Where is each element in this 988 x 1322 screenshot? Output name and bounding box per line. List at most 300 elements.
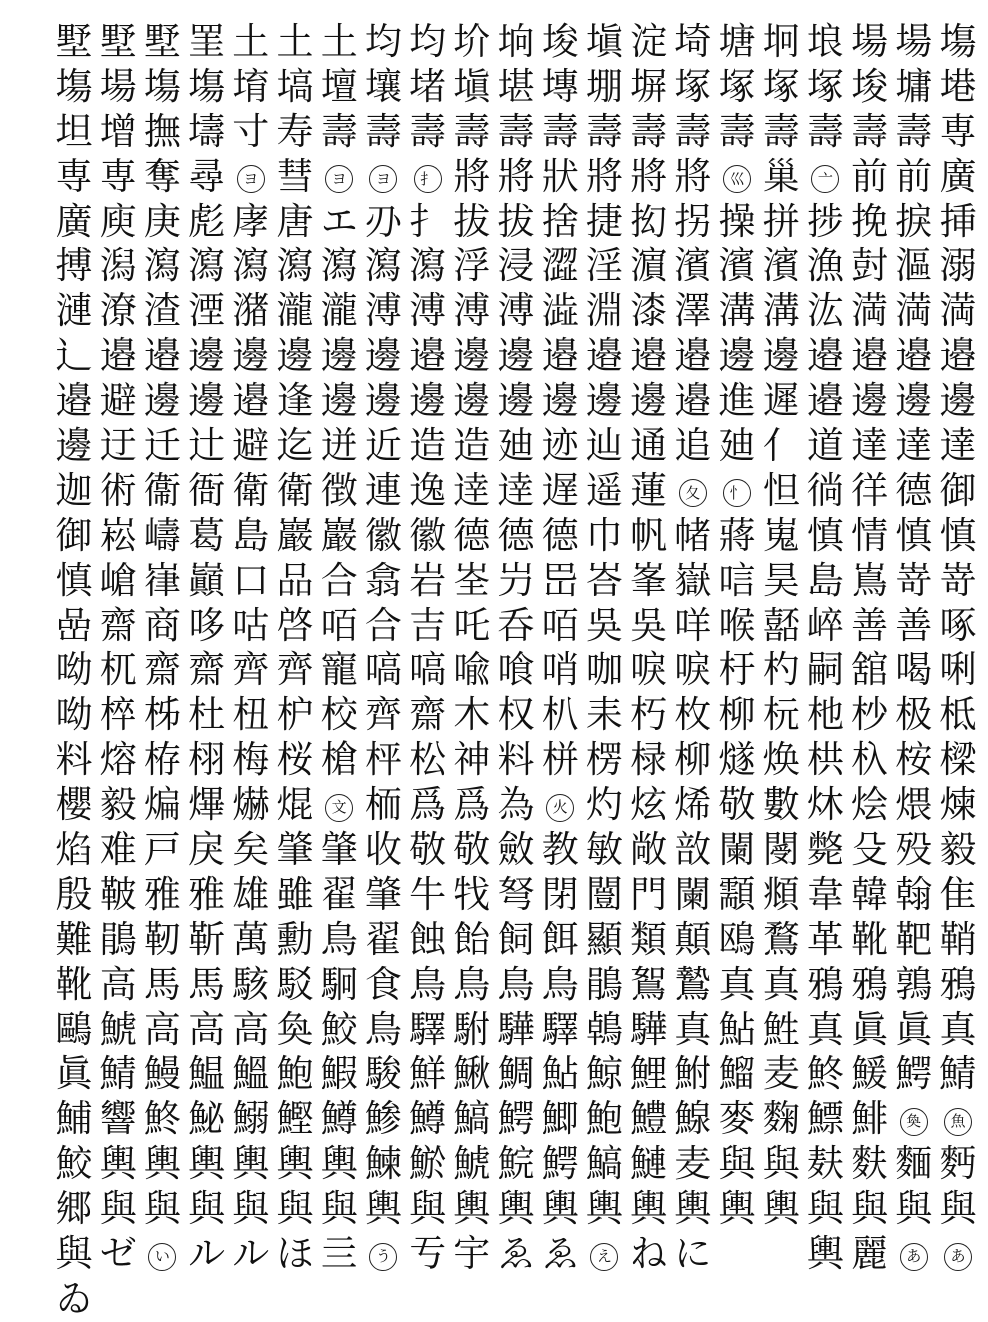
kanji-glyph: 邊: [364, 334, 402, 378]
character-cell: [52, 559, 96, 604]
kanji-glyph: 濱: [674, 244, 712, 288]
kanji-glyph: 徽: [409, 513, 447, 557]
kanji-glyph: 肇: [320, 828, 358, 872]
character-cell: [627, 110, 671, 155]
character-cell: [140, 334, 184, 379]
kanji-glyph: 輿: [674, 1187, 712, 1231]
kanji-glyph: 達: [939, 424, 977, 468]
character-cell: [892, 200, 936, 245]
character-cell: [671, 424, 715, 469]
character-cell: [803, 65, 847, 110]
kanji-glyph: 煸: [143, 783, 181, 827]
character-cell: [229, 738, 273, 783]
character-cell: [450, 693, 494, 738]
kanji-glyph: 亖: [320, 1232, 358, 1276]
character-cell: [494, 828, 538, 873]
kanji-glyph: 嶽: [674, 558, 712, 602]
character-cell: [361, 244, 405, 289]
kanji-glyph: 將: [674, 154, 712, 198]
kanji-glyph: 澁: [541, 289, 579, 333]
character-column: [671, 20, 715, 1277]
character-cell: [273, 200, 317, 245]
kanji-glyph: 熔: [99, 738, 137, 782]
kanji-glyph: 鰐: [497, 1097, 535, 1141]
kanji-glyph: 満: [939, 289, 977, 333]
kanji-glyph: 墅: [143, 20, 181, 63]
character-cell: [936, 289, 980, 334]
kanji-glyph: 類: [630, 917, 668, 961]
kanji-glyph: 矣: [232, 828, 270, 872]
character-cell: [538, 963, 582, 1008]
character-cell: [848, 918, 892, 963]
kanji-glyph: 烩: [851, 783, 889, 827]
character-cell: [759, 1008, 803, 1053]
kanji-glyph: 潴: [232, 289, 270, 333]
kanji-glyph: 尌: [851, 244, 889, 288]
kanji-glyph: 麸: [806, 1142, 844, 1186]
character-cell: [759, 289, 803, 334]
character-cell: [450, 738, 494, 783]
character-cell: [759, 828, 803, 873]
character-cell: [317, 648, 361, 693]
character-cell: [803, 1187, 847, 1232]
kanji-glyph: 真: [762, 962, 800, 1006]
kanji-glyph: 鶉: [895, 962, 933, 1006]
kanji-glyph: 吳: [585, 603, 623, 647]
character-cell: [406, 1008, 450, 1053]
kanji-glyph: 弩: [497, 872, 535, 916]
kanji-glyph: 真: [939, 1007, 977, 1051]
kanji-glyph: 輿: [762, 1187, 800, 1231]
kanji-glyph: 邊: [320, 379, 358, 423]
kanji-glyph: ゼ: [99, 1232, 137, 1276]
kanji-glyph: 吒: [453, 603, 491, 647]
kanji-glyph: 慎: [55, 558, 93, 602]
kanji-glyph: 輿: [630, 1187, 668, 1231]
kanji-glyph: 熚: [188, 783, 226, 827]
kanji-glyph: 杌: [99, 648, 137, 692]
kanji-glyph: 堵: [409, 64, 447, 108]
kanji-glyph: 鮎: [541, 1052, 579, 1096]
radical-index-marker: 文: [325, 794, 353, 822]
kanji-glyph: 輿: [718, 1187, 756, 1231]
character-cell: [361, 963, 405, 1008]
kanji-glyph: 燧: [718, 738, 756, 782]
kanji-glyph: 嚭: [762, 603, 800, 647]
character-cell: [803, 693, 847, 738]
kanji-glyph: 嵜: [895, 558, 933, 602]
character-cell: [494, 155, 538, 200]
kanji-glyph: 齊: [232, 648, 270, 692]
character-cell: [936, 424, 980, 469]
character-cell: [671, 1142, 715, 1187]
character-cell: [185, 469, 229, 514]
character-column: [96, 20, 140, 1277]
character-cell: [361, 379, 405, 424]
kanji-glyph: 慎: [895, 513, 933, 557]
kanji-glyph: 爀: [232, 783, 270, 827]
kanji-glyph: 邊: [541, 379, 579, 423]
character-cell: [140, 379, 184, 424]
kanji-glyph: 淫: [585, 244, 623, 288]
character-cell: [273, 65, 317, 110]
kanji-glyph: 圿: [453, 20, 491, 63]
radical-index-marker: 扌: [414, 165, 442, 193]
character-cell: [406, 1097, 450, 1142]
radical-index-marker: え: [590, 1243, 618, 1271]
character-cell: [848, 738, 892, 783]
kanji-glyph: 怛: [762, 468, 800, 512]
kanji-glyph: 驊: [630, 1007, 668, 1051]
kanji-glyph: 杜: [188, 693, 226, 737]
character-column: [406, 20, 450, 1277]
character-column: [715, 20, 759, 1232]
character-cell: [848, 559, 892, 604]
character-cell: [229, 1008, 273, 1053]
kanji-glyph: 高: [188, 1007, 226, 1051]
character-cell: [361, 1008, 405, 1053]
kanji-glyph: 與: [55, 1232, 93, 1276]
character-cell: [185, 559, 229, 604]
kanji-glyph: 靳: [188, 917, 226, 961]
kanji-glyph: 真: [674, 1007, 712, 1051]
kanji-glyph: 壽: [409, 109, 447, 153]
kanji-glyph: 巢: [762, 154, 800, 198]
character-cell: [406, 200, 450, 245]
kanji-glyph: 肇: [364, 872, 402, 916]
character-cell: [273, 514, 317, 559]
kanji-glyph: 真: [806, 1007, 844, 1051]
radical-index-marker: 巛: [723, 165, 751, 193]
character-cell: [52, 828, 96, 873]
kanji-glyph: 埌: [806, 20, 844, 63]
radical-index-marker: あ: [944, 1243, 972, 1271]
kanji-glyph: 鰾: [806, 1097, 844, 1141]
character-cell: [317, 1232, 361, 1277]
kanji-glyph: 輿: [276, 1142, 314, 1186]
kanji-glyph: 呦: [55, 693, 93, 737]
kanji-glyph: 鳥: [364, 1007, 402, 1051]
character-cell: [715, 1097, 759, 1142]
kanji-glyph: 殷: [55, 872, 93, 916]
character-cell: [582, 648, 626, 693]
character-cell: [671, 469, 715, 514]
character-cell: [229, 693, 273, 738]
character-cell: [52, 379, 96, 424]
character-cell: [671, 244, 715, 289]
kanji-glyph: 鯱: [453, 1142, 491, 1186]
kanji-glyph: 鴎: [718, 917, 756, 961]
character-cell: [848, 244, 892, 289]
character-cell: [317, 20, 361, 65]
character-cell: [317, 110, 361, 155]
kanji-glyph: 咕: [232, 603, 270, 647]
kanji-glyph: 邊: [232, 334, 270, 378]
kanji-glyph: 邊: [143, 379, 181, 423]
character-cell: [361, 155, 405, 200]
character-cell: [52, 1187, 96, 1232]
character-cell: [892, 469, 936, 514]
kanji-glyph: 鵑: [585, 962, 623, 1006]
kanji-glyph: 鵑: [99, 917, 137, 961]
character-cell: [140, 604, 184, 649]
character-cell: [273, 1052, 317, 1097]
character-cell: [892, 424, 936, 469]
kanji-glyph: 嵢: [99, 558, 137, 602]
character-cell: [892, 379, 936, 424]
kanji-glyph: 鰐: [895, 1052, 933, 1096]
character-cell: [936, 873, 980, 918]
kanji-glyph: ね: [630, 1232, 668, 1276]
kanji-glyph: 靭: [143, 917, 181, 961]
kanji-glyph: 塲: [188, 64, 226, 108]
character-cell: [936, 828, 980, 873]
character-cell: [140, 1232, 184, 1277]
character-cell: [582, 873, 626, 918]
character-cell: [848, 379, 892, 424]
kanji-glyph: 邊: [630, 379, 668, 423]
character-cell: [450, 1052, 494, 1097]
kanji-glyph: に: [674, 1232, 712, 1276]
kanji-glyph: 峑: [453, 558, 491, 602]
kanji-glyph: 教: [541, 828, 579, 872]
character-cell: [140, 873, 184, 918]
character-cell: [627, 289, 671, 334]
character-cell: [715, 1187, 759, 1232]
kanji-glyph: 頫: [762, 872, 800, 916]
kanji-glyph: 吉: [409, 603, 447, 647]
character-cell: [582, 244, 626, 289]
kanji-glyph: 駙: [453, 1007, 491, 1051]
character-cell: [892, 648, 936, 693]
kanji-glyph: 淀: [630, 20, 668, 63]
kanji-glyph: 嵂: [143, 558, 181, 602]
kanji-glyph: 壽: [851, 109, 889, 153]
kanji-glyph: 瀉: [276, 244, 314, 288]
character-cell: [494, 1097, 538, 1142]
character-cell: [96, 1142, 140, 1187]
character-cell: [317, 469, 361, 514]
kanji-glyph: 御: [55, 513, 93, 557]
character-cell: [52, 1232, 96, 1277]
kanji-glyph: 近: [364, 424, 402, 468]
character-cell: [892, 873, 936, 918]
kanji-glyph: 翰: [895, 872, 933, 916]
character-cell: [361, 200, 405, 245]
kanji-glyph: 御: [939, 468, 977, 512]
character-cell: [229, 424, 273, 469]
character-cell: [936, 469, 980, 514]
character-cell: [229, 559, 273, 604]
character-cell: [538, 200, 582, 245]
character-cell: [936, 1232, 980, 1277]
character-cell: [582, 1232, 626, 1277]
character-cell: [450, 1232, 494, 1277]
kanji-glyph: 呑: [497, 603, 535, 647]
kanji-glyph: 鰻: [143, 1052, 181, 1096]
character-cell: [671, 289, 715, 334]
character-cell: [715, 873, 759, 918]
kanji-glyph: 邊: [188, 379, 226, 423]
character-cell: [229, 334, 273, 379]
kanji-glyph: 蔣: [718, 513, 756, 557]
character-cell: [96, 1232, 140, 1277]
character-cell: [715, 424, 759, 469]
character-cell: [406, 873, 450, 918]
kanji-glyph: 合: [364, 603, 402, 647]
kanji-glyph: 鰀: [851, 1052, 889, 1096]
character-cell: [494, 1008, 538, 1053]
character-cell: [627, 1142, 671, 1187]
character-cell: [538, 918, 582, 963]
kanji-glyph: 響: [99, 1097, 137, 1141]
character-cell: [671, 65, 715, 110]
character-cell: [582, 1008, 626, 1053]
character-cell: [406, 559, 450, 604]
character-cell: [361, 469, 405, 514]
kanji-glyph: 麪: [939, 1142, 977, 1186]
character-cell: [494, 693, 538, 738]
character-cell: [582, 738, 626, 783]
kanji-glyph: 雅: [143, 872, 181, 916]
kanji-glyph: 喉: [718, 603, 756, 647]
kanji-glyph: 舘: [851, 648, 889, 692]
character-cell: [759, 20, 803, 65]
kanji-glyph: 塼: [541, 64, 579, 108]
character-cell: [538, 738, 582, 783]
kanji-glyph: 徴: [320, 468, 358, 512]
character-cell: [759, 918, 803, 963]
character-cell: [627, 469, 671, 514]
kanji-glyph: 嵒: [55, 603, 93, 647]
kanji-glyph: 埼: [674, 20, 712, 63]
character-cell: [229, 918, 273, 963]
kanji-glyph: 鳥: [453, 962, 491, 1006]
character-cell: [52, 873, 96, 918]
character-cell: [450, 289, 494, 334]
kanji-glyph: 呦: [55, 648, 93, 692]
kanji-glyph: 闌: [718, 828, 756, 872]
character-cell: [96, 20, 140, 65]
kanji-glyph: 塚: [718, 64, 756, 108]
character-cell: [185, 1052, 229, 1097]
character-column: [627, 20, 671, 1277]
character-cell: [361, 648, 405, 693]
kanji-glyph: 將: [497, 154, 535, 198]
character-cell: [538, 1142, 582, 1187]
kanji-glyph: 道: [806, 424, 844, 468]
character-cell: [229, 469, 273, 514]
kanji-glyph: 鰛: [188, 1052, 226, 1096]
kanji-glyph: 邊: [895, 379, 933, 423]
kanji-glyph: 均: [409, 20, 447, 63]
kanji-glyph: 鳥: [497, 962, 535, 1006]
kanji-glyph: 巓: [188, 558, 226, 602]
character-cell: [406, 783, 450, 828]
kanji-glyph: 唎: [939, 648, 977, 692]
kanji-glyph: 迦: [55, 468, 93, 512]
character-cell: [848, 20, 892, 65]
kanji-glyph: 溥: [409, 289, 447, 333]
character-cell: [140, 65, 184, 110]
character-cell: [848, 604, 892, 649]
character-cell: [582, 469, 626, 514]
kanji-glyph: 尋: [188, 154, 226, 198]
kanji-glyph: 徽: [364, 513, 402, 557]
character-cell: [803, 334, 847, 379]
kanji-glyph: 鳥: [541, 962, 579, 1006]
character-cell: [140, 648, 184, 693]
kanji-glyph: 慎: [939, 513, 977, 557]
kanji-glyph: 達: [895, 424, 933, 468]
character-cell: [494, 604, 538, 649]
kanji-glyph: 雄: [232, 872, 270, 916]
character-cell: [803, 1052, 847, 1097]
character-column: [538, 20, 582, 1277]
character-column: [848, 20, 892, 1277]
character-cell: [671, 1008, 715, 1053]
kanji-glyph: 鯨: [585, 1052, 623, 1096]
character-cell: [140, 693, 184, 738]
kanji-glyph: 迸: [320, 424, 358, 468]
character-cell: [185, 1232, 229, 1277]
kanji-glyph: 邊: [276, 334, 314, 378]
kanji-glyph: 宇: [453, 1232, 491, 1276]
character-cell: [715, 648, 759, 693]
character-cell: [715, 244, 759, 289]
character-cell: [892, 334, 936, 379]
kanji-glyph: 邊: [851, 379, 889, 423]
character-cell: [450, 1142, 494, 1187]
kanji-glyph: 唁: [718, 558, 756, 602]
character-cell: [759, 424, 803, 469]
kanji-glyph: 輿: [99, 1142, 137, 1186]
character-cell: [892, 110, 936, 155]
kanji-glyph: 灼: [585, 783, 623, 827]
kanji-glyph: 岊: [541, 558, 579, 602]
character-cell: [52, 1008, 96, 1053]
kanji-glyph: 坰: [762, 20, 800, 63]
kanji-glyph: 土: [276, 20, 314, 63]
kanji-glyph: 與: [806, 1187, 844, 1231]
kanji-glyph: 與: [99, 1187, 137, 1231]
kanji-glyph: 收: [364, 828, 402, 872]
character-cell: [96, 379, 140, 424]
character-cell: [273, 559, 317, 604]
kanji-glyph: 顬: [718, 872, 756, 916]
kanji-glyph: 翕: [364, 558, 402, 602]
kanji-glyph: 煨: [895, 783, 933, 827]
character-cell: [715, 334, 759, 379]
kanji-glyph: 鵫: [585, 1007, 623, 1051]
character-cell: [185, 1008, 229, 1053]
kanji-glyph: 邊: [364, 379, 402, 423]
character-cell: [185, 693, 229, 738]
character-cell: [715, 514, 759, 559]
kanji-glyph: 與: [718, 1142, 756, 1186]
character-cell: [406, 918, 450, 963]
character-cell: [361, 1052, 405, 1097]
kanji-glyph: 隹: [939, 872, 977, 916]
kanji-glyph: 迁: [143, 424, 181, 468]
kanji-glyph: 齋: [409, 693, 447, 737]
character-cell: [759, 648, 803, 693]
kanji-glyph: 杪: [851, 693, 889, 737]
character-cell: [140, 963, 184, 1008]
kanji-glyph: 與: [143, 1187, 181, 1231]
character-cell: [627, 1187, 671, 1232]
character-cell: [582, 65, 626, 110]
